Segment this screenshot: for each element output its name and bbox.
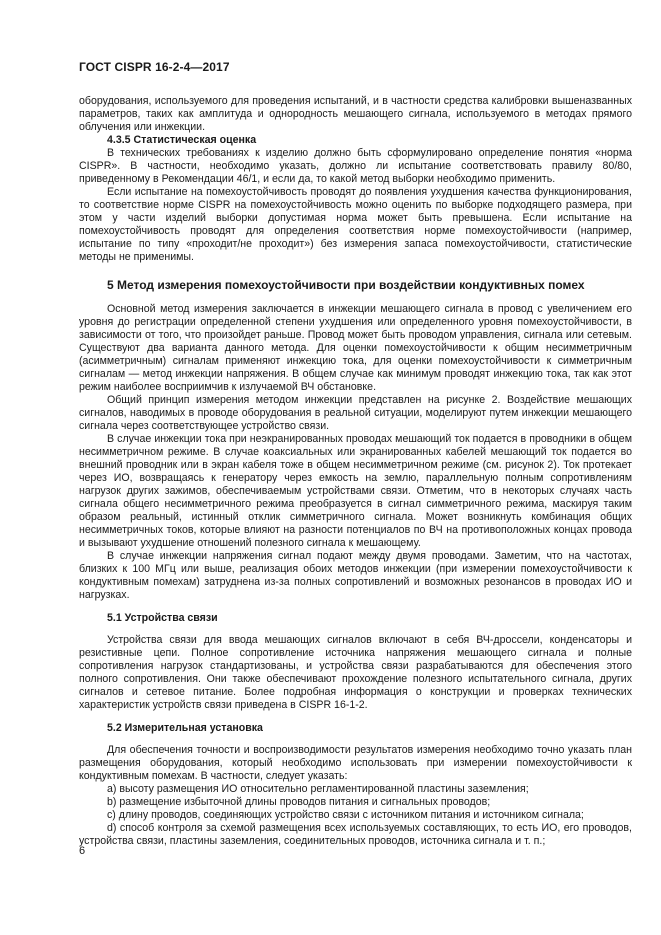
paragraph: В случае инжекции напряжения сигнал подают между двумя проводами. Заметим, что на частотах, близких к 100 МГц или выше, реализация обоих методов инжекции (при измерении помехоустойчивости к кондуктивным помехам) затруднена из-за полных сопротивлений и возможных резонансов в проводах ИО и нагрузках.: [79, 550, 632, 601]
paragraph: В технических требованиях к изделию должно быть сформулировано определение понятия «норма CISPR». В частности, необходимо указать, должно ли испытание соответствовать правилу 80/80, приведенному в Рекомендации 46/1, и если да, то какой метод выборки необходимо применить.: [79, 147, 632, 185]
paragraph: Общий принцип измерения методом инжекции представлен на рисунке 2. Воздействие мешающих сигналов, наводимых в проводе оборудования в реальной ситуации, моделируют путем инжекции мешающего сигнала через соответствующее устройство связи.: [79, 394, 632, 432]
subsection-heading: 5.1 Устройства связи: [107, 612, 218, 624]
list-item: c) длину проводов, соединяющих устройство связи с источником питания и источником сигнала;: [107, 809, 584, 821]
document-header: ГОСТ CISPR 16-2-4—2017: [79, 60, 230, 74]
list-item: а) высоту размещения ИО относительно регламентированной пластины заземления;: [107, 783, 529, 795]
list-item: d) способ контроля за схемой размещения всех используемых составляющих, то есть ИО, его проводов, устройства связи, пластины заземления, соединительных проводов, источника сигнала и т. п.;: [79, 822, 632, 847]
subsection-heading: 5.2 Измерительная установка: [107, 722, 263, 734]
paragraph: В случае инжекции тока при неэкранированных проводах мешающий ток подается в проводники в общем несимметричном режиме. В случае коаксиальных или экранированных кабелей мешающий ток подается во внешний проводник или в экран кабеля тоже в общем несимметричном режиме (см. рисунок 2). Ток протекает через ИО, возвращаясь к генератору через емкость на землю, параллельную полным сопротивлениям нагрузок других зажимов, обеспечиваемым устройствами связи. Отметим, что в некоторых случаях часть сигнала общего несимметричного режима преобразуется в сигнал симметричного режима, маскируя таким образом реальный, истинный отклик симметричного сигнала. Может возникнуть комбинация общих несимметричных токов, которые влияют на разности потенциалов по ВЧ на противоположных концах провода и вызывают ухудшение отношений полезного сигнала к мешающему.: [79, 433, 632, 549]
paragraph: оборудования, используемого для проведения испытаний, и в частности средства калибровки вышеназванных параметров, таких как амплитуда и однородность мешающего сигнала, используемого в методах прямого облучения или инжекции.: [79, 95, 632, 133]
section-heading: 5 Метод измерения помехоустойчивости при воздействии кондуктивных помех: [107, 278, 585, 292]
paragraph: Для обеспечения точности и воспроизводимости результатов измерения необходимо точно указать план размещения оборудования, который необходимо использовать при измерении помехоустойчивости к кондуктивным помехам. В частности, следует указать:: [79, 744, 632, 782]
subsection-heading: 4.3.5 Статистическая оценка: [107, 134, 257, 146]
paragraph: Основной метод измерения заключается в инжекции мешающего сигнала в провод с увеличением его уровня до регистрации определенной степени ухудшения или определенного уровня помехоустойчивости, в зависимости от того, что произойдет раньше. Провод может быть проводом управления, сигнала или сетевым. Существуют два варианта данного метода. Для оценки помехоустойчивости к общим несимметричным (асимметричным) сигналам применяют инжекцию тока, для оценки помехоустойчивости к симметричным сигналам — метод инжекции напряжения. В общем случае как минимум проводят инжекцию тока, так как этот режим наиболее восприимчив к излучаемой ВЧ обстановке.: [79, 303, 632, 393]
list-item: b) размещение избыточной длины проводов питания и сигнальных проводов;: [107, 796, 491, 808]
page-number: 6: [79, 845, 86, 857]
paragraph: Если испытание на помехоустойчивость проводят до появления ухудшения качества функционирования, то соответствие норме CISPR на помехоустойчивость можно оценить по выборке подходящего размера, при этом у части изделий выборки допустимая норма может быть превышена. Если испытание на помехоустойчивость проводят для определения соответствия норме помехоустойчивости (например, испытание по типу «проходит/не проходит») без измерения запаса помехоустойчивости, статистические методы не применимы.: [79, 186, 632, 263]
paragraph: Устройства связи для ввода мешающих сигналов включают в себя ВЧ-дроссели, конденсаторы и резистивные цепи. Полное сопротивление источника напряжения мешающего сигнала и полные сопротивления нагрузок стандартизованы, и устройства связи разрабатываются для обеспечения этого полного сопротивления. Они также обеспечивают прохождение полезного испытательного сигнала, других сигналов и сетевое питание. Более подробная информация о конструкции и проверках технических характеристик устройств связи приведена в CISPR 16-1-2.: [79, 634, 632, 711]
page-content: [79, 95, 632, 848]
